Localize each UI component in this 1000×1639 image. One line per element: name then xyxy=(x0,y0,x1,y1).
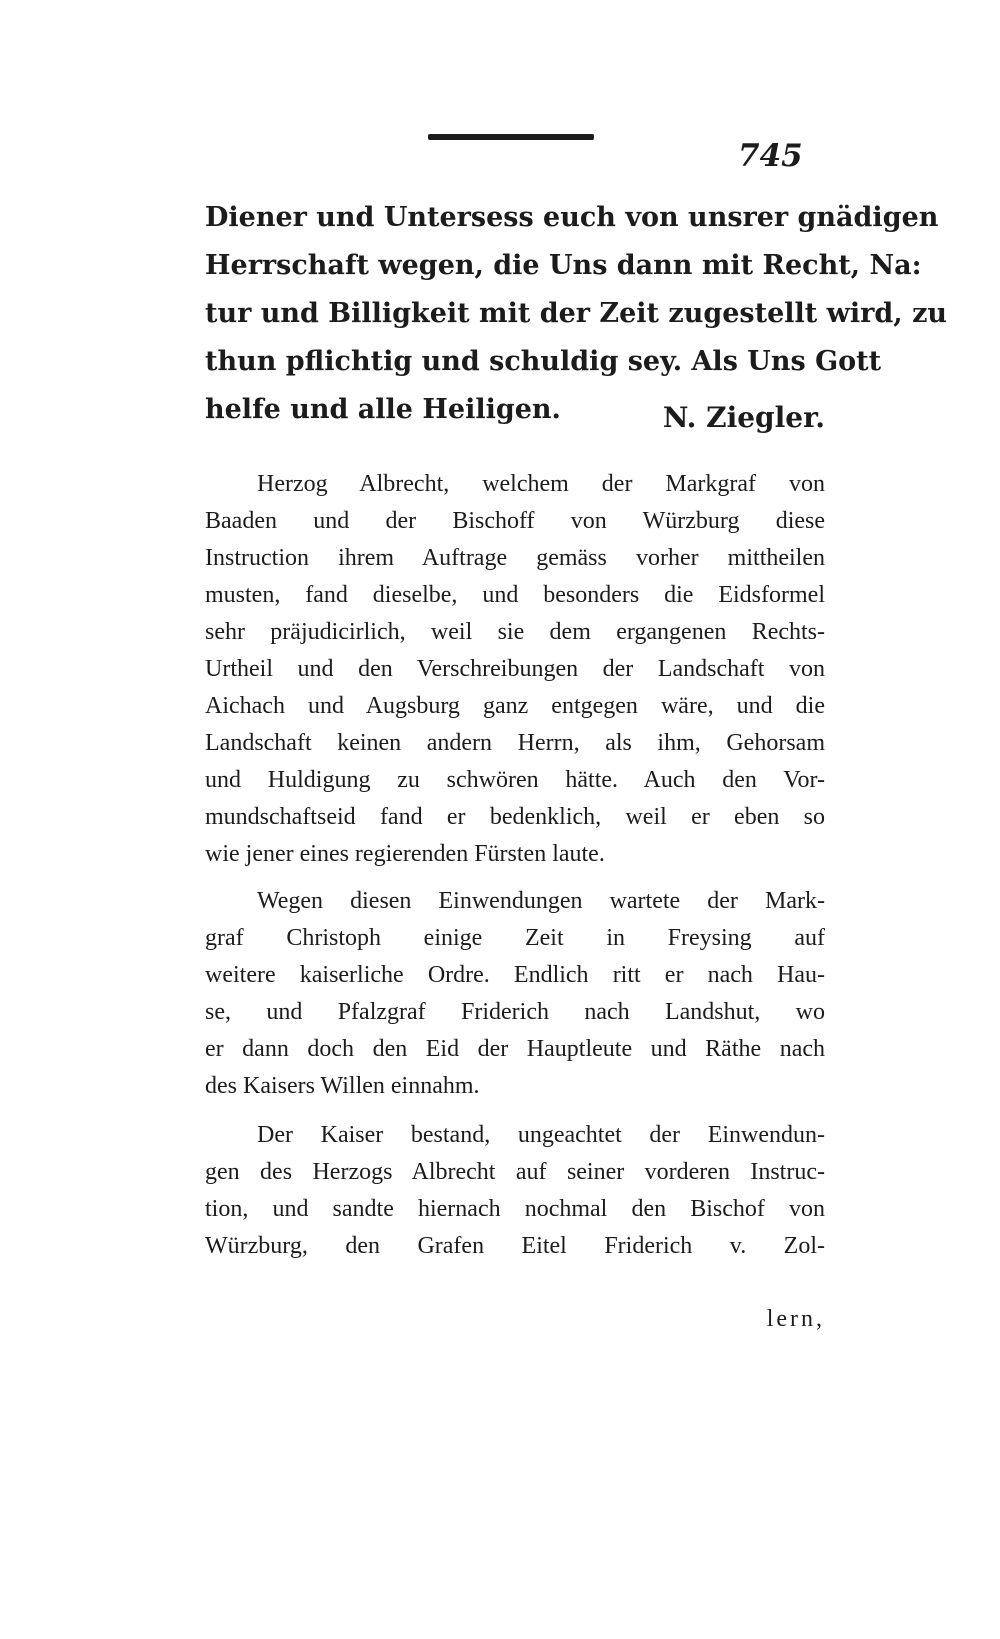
text-line: Der Kaiser bestand, ungeachtet der Einwendun- xyxy=(257,1122,825,1148)
fraktur-line: Diener und Untersess euch von unsrer gnädigen xyxy=(205,202,939,233)
fraktur-line: Herrschaft wegen, die Uns dann mit Recht, Na: xyxy=(205,250,922,281)
text-line: wie jener eines regierenden Fürsten laute. xyxy=(205,841,605,867)
text-line: weitere kaiserliche Ordre. Endlich ritt er nach Hau- xyxy=(205,962,825,988)
text-line: gen des Herzogs Albrecht auf seiner vorderen Instruc- xyxy=(205,1159,825,1185)
text-line: Instruction ihrem Auftrage gemäss vorher mittheilen xyxy=(205,545,825,571)
text-line: des Kaisers Willen einnahm. xyxy=(205,1073,480,1099)
text-line: und Huldigung zu schwören hätte. Auch den Vor- xyxy=(205,767,825,793)
catchword: lern, xyxy=(766,1306,825,1332)
signature: N. Ziegler. xyxy=(662,401,825,434)
paragraph-1 xyxy=(205,466,825,873)
text-line: musten, fand dieselbe, und besonders die Eidsformel xyxy=(205,582,825,608)
fraktur-line: helfe und alle Heiligen. xyxy=(205,394,561,425)
fraktur-line: thun pflichtig und schuldig sey. Als Uns Gott xyxy=(205,346,882,377)
fraktur-line: tur und Billigkeit mit der Zeit zugestellt wird, zu xyxy=(205,298,948,329)
header-rule xyxy=(428,134,594,140)
text-line: graf Christoph einige Zeit in Freysing auf xyxy=(205,925,825,951)
text-line: Baaden und der Bischoff von Würzburg diese xyxy=(205,508,825,534)
text-line: Landschaft keinen andern Herrn, als ihm, Gehorsam xyxy=(205,730,825,756)
text-line: mundschaftseid fand er bedenklich, weil er eben so xyxy=(205,804,825,830)
page-number: 745 xyxy=(738,138,803,174)
text-line: se, und Pfalzgraf Friderich nach Landshut, wo xyxy=(205,999,825,1025)
text-line: Würzburg, den Grafen Eitel Friderich v. Zol- xyxy=(205,1233,825,1259)
text-line: er dann doch den Eid der Hauptleute und Räthe nach xyxy=(205,1036,825,1062)
paragraph-3 xyxy=(205,1117,825,1265)
text-line: tion, und sandte hiernach nochmal den Bischof von xyxy=(205,1196,825,1222)
text-line: sehr präjudicirlich, weil sie dem ergangenen Rechts- xyxy=(205,619,825,645)
text-line: Wegen diesen Einwendungen wartete der Mark- xyxy=(257,888,825,914)
text-line: Urtheil und den Verschreibungen der Landschaft von xyxy=(205,656,825,682)
text-line: Aichach und Augsburg ganz entgegen wäre, und die xyxy=(205,693,825,719)
paragraph-2 xyxy=(205,883,825,1105)
text-line: Herzog Albrecht, welchem der Markgraf von xyxy=(257,471,825,497)
